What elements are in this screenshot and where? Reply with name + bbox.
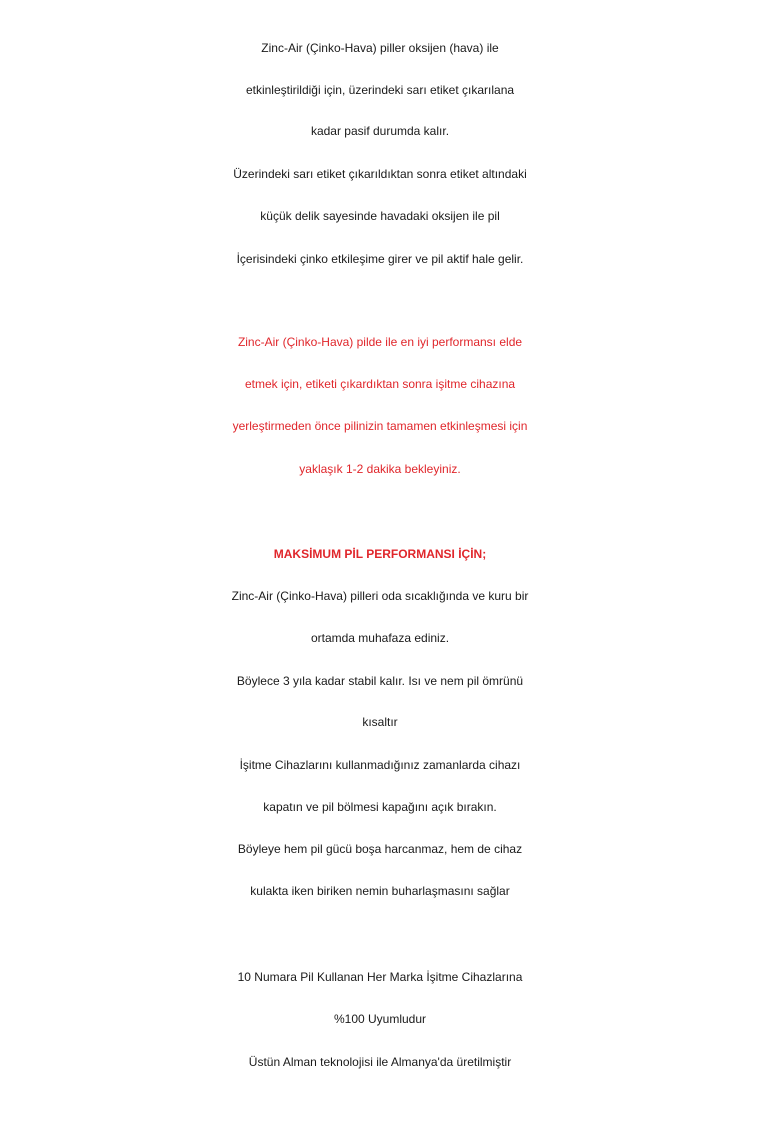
section-3-line-5: İşitme Cihazlarını kullanmadığınız zamanlarda cihazı [239, 758, 521, 772]
section-3-line-4: kısaltır [362, 715, 398, 729]
paragraph-4-line-3: Üstün Alman teknolojisi ile Almanya'da üretilmiştir [248, 1055, 512, 1069]
paragraph-2-line-4: yaklaşık 1-2 dakika bekleyiniz. [299, 462, 461, 476]
paragraph-1-line-3: kadar pasif durumda kalır. [310, 124, 450, 138]
section-3-line-8: kulakta iken biriken nemin buharlaşmasını sağlar [250, 884, 510, 898]
section-3-line-6: kapatın ve pil bölmesi kapağını açık bırakın. [263, 800, 497, 814]
paragraph-1-line-4: Üzerindeki sarı etiket çıkarıldıktan sonra etiket altındaki [233, 167, 527, 181]
paragraph-4-line-2: %100 Uyumludur [333, 1012, 427, 1026]
section-3-line-3: Böylece 3 yıla kadar stabil kalır. Isı ve nem pil ömrünü [236, 674, 524, 688]
paragraph-4-line-1: 10 Numara Pil Kullanan Her Marka İşitme Cihazlarına [237, 970, 523, 984]
paragraph-1-line-2: etkinleştirildiği için, üzerindeki sarı etiket çıkarılana [245, 83, 515, 97]
paragraph-2-line-1: Zinc-Air (Çinko-Hava) pilde ile en iyi performansı elde [237, 335, 523, 349]
section-3-heading: MAKSİMUM PİL PERFORMANSI İÇİN; [273, 547, 487, 561]
paragraph-2-line-3: yerleştirmeden önce pilinizin tamamen etkinleşmesi için [232, 419, 528, 433]
paragraph-2-line-2: etmek için, etiketi çıkardıktan sonra işitme cihazına [244, 377, 516, 391]
paragraph-1-line-6: İçerisindeki çinko etkileşime girer ve pil aktif hale gelir. [236, 252, 524, 266]
section-3-line-2: ortamda muhafaza ediniz. [310, 631, 450, 645]
section-3-line-1: Zinc-Air (Çinko-Hava) pilleri oda sıcaklığında ve kuru bir [231, 589, 529, 603]
paragraph-1-line-1: Zinc-Air (Çinko-Hava) piller oksijen (hava) ile [261, 41, 499, 55]
section-3-line-7: Böyleye hem pil gücü boşa harcanmaz, hem de cihaz [237, 842, 523, 856]
paragraph-1-line-5: küçük delik sayesinde havadaki oksijen ile pil [260, 209, 500, 223]
